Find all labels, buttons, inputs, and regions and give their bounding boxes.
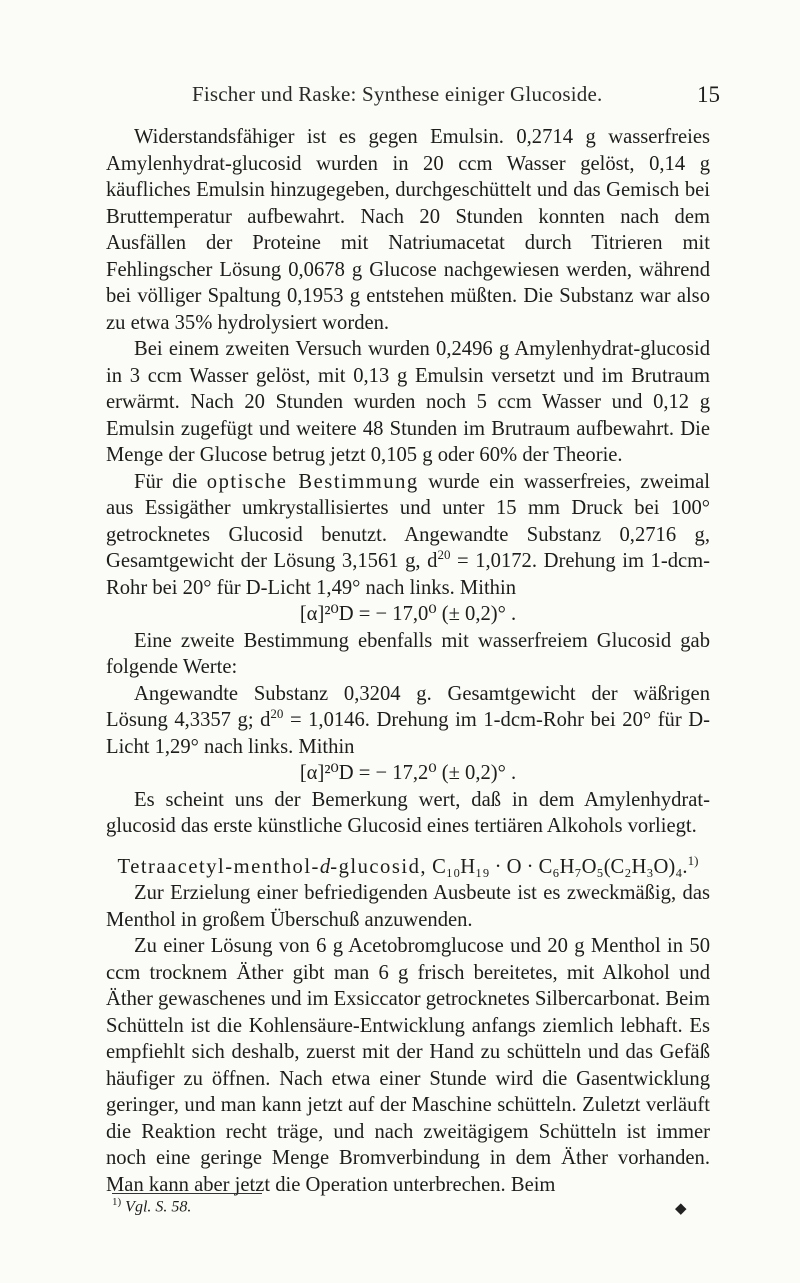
rotation-formula-1: [α]²⁰D = − 17,0⁰ (± 0,2)° . xyxy=(299,603,517,625)
footnote-mark: 1) xyxy=(112,1196,122,1208)
paragraph-values: Angewandte Substanz 0,3204 g. Gesamtgewicht der wäßrigen Lösung 4,3357 g; $d^{20} = 1,0146$. Drehung im 1-dcm-Rohr bei 20° für D-Licht 1,29° nach links. Mithin xyxy=(106,682,710,758)
paragraph-optical-determination: Für die optische Bestimmung wurde ein wasserfreies, zweimal aus Essigäther umkrystallisiertes und unter 15 mm Druck bei 100° getrocknetes Glucosid benutzt. Angewandte Substanz 0,2716 g, Gesamtgewicht der Lösung 3,1561 g, $d^{20} = 1,0172$. Drehung im 1-dcm-Rohr bei 20° für D-Licht 1,49° nach links. Mithin xyxy=(106,470,711,599)
paragraph-second-trial: Bei einem zweiten Versuch wurden 0,2496 g Amylenhydrat-glucosid in 3 ccm Wasser gelöst, mit 0,13 g Emulsin versetzt und im Brutraum erwärmt. Nach 20 Stunden wurden noch 5 ccm Wasser und 0,12 g Emulsin zugefügt und weitere 48 Stunden im Brutraum aufbewahrt. Die Menge der Glucose betrug jetzt 0,105 g oder 60% der Theorie. xyxy=(106,338,710,466)
spaced-emphasis: optische Bestimmung xyxy=(206,470,419,493)
page-header xyxy=(0,82,800,118)
running-head: Fischer und Raske: Synthese einiger Glucoside. xyxy=(192,82,603,106)
page-number: 15 xyxy=(697,82,720,107)
section-heading: Tetraacetyl-menthol-d-glucosid, C₁₀H₁₉ · O · C₆H₇O₅(C₂H₃O)₄.$^{1)}$ xyxy=(117,852,699,878)
diamond-ornament-icon: ◆ xyxy=(675,1201,687,1217)
paragraph-emulsin-test: Widerstandsfähiger ist es gegen Emulsin. 0,2714 g wasserfreies Amylenhydrat-glucosid wurden in 20 ccm Wasser gelöst, 0,14 g käufliches Emulsin hinzugegeben, durchgeschüttelt und das Gemisch bei Bruttemperatur aufbewahrt. Nach 20 Stunden konnten nach dem Ausfällen der Proteine mit Natriumacetat durch Titrieren mit Fehlingscher Lösung 0,0678 g Glucose nachgewiesen werden, während bei völliger Spaltung 0,1953 g entstehen müßten. Die Substanz war also zu etwa 35% hydrolysiert worden. xyxy=(106,126,710,334)
footnote-rule xyxy=(112,1193,262,1194)
footnote-text: Vgl. S. 58. xyxy=(125,1198,192,1216)
rotation-formula-2: [α]²⁰D = − 17,2⁰ (± 0,2)° . xyxy=(299,762,517,784)
paragraph-remark: Es scheint uns der Bemerkung wert, daß in dem Amylenhydrat-glucosid das erste künstliche Glucosid eines tertiären Alkohols vorliegt. xyxy=(106,788,710,837)
paragraph-second-determination: Eine zweite Bestimmung ebenfalls mit wasserfreiem Glucosid gab folgende Werte: xyxy=(106,629,710,678)
footnote xyxy=(112,1193,712,1216)
paragraph-yield: Zur Erzielung einer befriedigenden Ausbeute ist es zweckmäßig, das Menthol in großem Überschuß anzuwenden. xyxy=(106,882,710,931)
footnote-reference[interactable]: 1) xyxy=(687,852,699,868)
paragraph-procedure: Zu einer Lösung von 6 g Acetobromglucose und 20 g Menthol in 50 ccm trocknem Äther gibt man 6 g frisch bereitetes, mit Alkohol und Äther gewaschenes und im Exsiccator getrocknetes Silbercarbonat. Beim Schütteln ist die Kohlensäure-Entwicklung anfangs ziemlich lebhaft. Es empfiehlt sich deshalb, zuerst mit der Hand zu schütteln und das Gefäß häufiger zu öffnen. Nach etwa einer Stunde wird die Gasentwicklung geringer, und man kann jetzt auf der Maschine schütteln. Zuletzt verläuft die Reaktion recht träge, und nach zweitägigem Schütteln ist immer noch eine geringe Menge Bromverbindung in dem Äther vorhanden. Man kann aber jetzt die Operation unterbrechen. Beim xyxy=(106,935,710,1196)
molecular-formula: C₁₀H₁₉ · O · C₆H₇O₅(C₂H₃O)₄. xyxy=(432,855,688,878)
body-text xyxy=(106,124,710,1198)
